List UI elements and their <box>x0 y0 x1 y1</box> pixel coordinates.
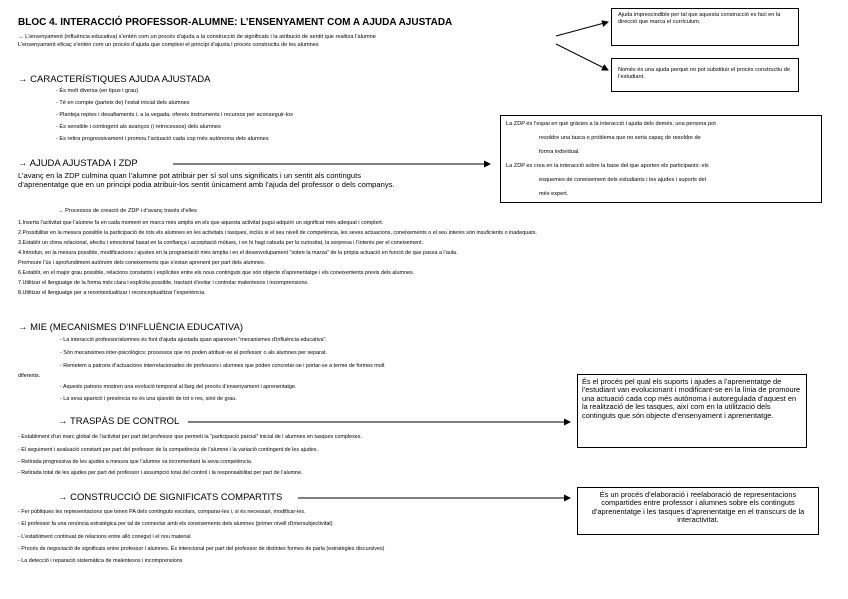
caracteristiques-item: - Planteja reptes i desafiaments i, a la vegada, ofereix instruments i recursos per aconseguir-los <box>56 112 293 118</box>
caracteristiques-item: - És sensible i contingent als avanços (i retrocessos) dels alumnes <box>56 124 221 130</box>
box-ajuda-imprescindible-text: Ajuda imprescindible per tal que aquesta construcció es faci en la direcció que marca el currículum. <box>618 12 781 26</box>
zdp-text-1: L’avanç en la ZDP culmina quan l’alumne pot atribuir per sí sol uns significats i un sentit als continguts <box>18 171 362 180</box>
zdp-box-line: La ZDP es crea en la interacció sobre la base del que aporten els participants: els <box>506 163 709 169</box>
processos-item: Promoure l’ús i aprofundiment autònom dels coneixements que s’estan aprenent per part dels alumnes. <box>18 260 266 266</box>
heading-processos: → Processos de creació de ZDP i d’avanç través d’elles <box>58 208 197 214</box>
processos-item: 3.Establir un clima relacional, afectiu i emocional basat en la confiança i acceptació mútues, i on hi hagi cabuda per la curiositat, la sorpresa i l’interès per el coneixement. <box>18 240 424 246</box>
zdp-box-line: forma individual. <box>539 149 580 155</box>
processos-item: 8.Utilitzar el llenguatge per a recontextualitzar i reconceptualitzar l’experiència. <box>18 290 206 296</box>
caracteristiques-item: - Té en compte (parteix de) l’estat inicial dels alumnes <box>56 100 190 106</box>
heading-traspas: → TRASPÀS DE CONTROL <box>58 416 180 427</box>
box-traspas-text: És el procés pel qual els suports i ajudes a l’aprenentatge de l’estudiant van evolucionant i modificant-se en la línia de promoure una actuació cada cop més autònoma i autoregulada d’aquest en la realització de les tasques, així com en la utilització dels continguts que són objecte d’ensenyament i aprenentatge. <box>582 377 801 420</box>
mie-item: - Remetem a patrons d’actuacions interrelacionades de professors i alumnes que poden concretar-se i portar-se a terme de formes molt <box>60 363 385 369</box>
zdp-text-2: d’aprenentatge que en un principi podia atribuir-los sentit únicament amb l’ajuda del professor o dels companys. <box>18 180 395 189</box>
heading-zdp: → AJUDA AJUSTADA I ZDP <box>18 158 138 169</box>
construccio-item: - L’establiment continuat de relacions entre allò conegut i el nou material <box>18 534 191 540</box>
zdp-box-line: resoldre una tasca o problema que no seria capaç de resoldre de <box>539 135 701 141</box>
intro-line-2: L’ensenyament eficaç s’entén com un procés d’ajuda que complexi el principi d’ajusta l procés constructiu de les alumnes <box>18 42 319 48</box>
processos-item: 6.Establir, en el major grau possible, relacions constants i explícites entre els nous continguts que són objecte d’aprenentatge i els coneixements previs dels alumnes. <box>18 270 415 276</box>
zdp-box-line: esquemes de coneixement dels estudiants i les ajudes i suports del <box>539 177 706 183</box>
mie-item: - Aquests patrons mostren una evolució temporal al llarg del procés d’ensenyament i aprenentatge. <box>60 384 297 390</box>
zdp-box-line: La ZDP és l’espai en què gràcies a la interacció i ajuda dels demés, una persona pot <box>506 121 716 127</box>
caracteristiques-item: - Es retira progressivament i promou l’actuació cada cop més autònoma dels alumnes <box>56 136 269 142</box>
construccio-item: - Procés de negociació de significats entre professor i alumnes. És intencional per part del professor de distintes formes de parla (estratègies discursives) <box>18 546 385 552</box>
processos-item: 4.Introduir, en la mesura possible, modificacions i ajustes en la programació més àmplia i en el desenvolupament "sobre la marxa" de la pròpia actuació en funció de que passa a l’aula. <box>18 250 458 256</box>
arrow-to-box-mid <box>556 44 608 70</box>
intro-line-1: → L’ensenyament (influència educativa) s’entén com un procés d’ajuda a la construcció de significats i la atribució de sentit que realitza l’alumne <box>18 34 376 40</box>
processos-item: 7.Utilitzar el llenguatge de la forma més clara i explícita possible, tractant d’evitar i controlar malentesos i incomprensions. <box>18 280 309 286</box>
construccio-item: - El professor fa una renúncia estratègica per tal de connectar amb els coneixements dels alumnes (primer nivell d’intersubjectivitat) <box>18 521 333 527</box>
arrow-to-box-top <box>556 22 608 36</box>
mie-item: - La seva aparició i presència no és una qüestió de tot o res, sinó de grau. <box>60 396 237 402</box>
box-nomes-ajuda-text: Només és una ajuda perquè no pot substituir el procés constructiu de l’estudiant. <box>618 67 790 81</box>
heading-caracteristiques: → CARACTERÍSTIQUES AJUDA AJUSTADA <box>18 74 211 85</box>
traspas-item: - El seguiment i avaluació constant per part del professor de la competència de l’alumne i la variació contingent de les ajudes. <box>18 447 318 453</box>
box-construccio-text: És un procés d’elaboració i reelaboració de representacions compartides entre professor i alumnes sobre els continguts d’aprenentatge i les tasques d’aprenentatge en el transcurs de la interactivitat. <box>591 490 805 525</box>
traspas-item: - Establiment d’un marc global de l’activitat per part del professor que permeti la “participació parcial” inicial de l alumnes en tasques complexes. <box>18 434 362 440</box>
construccio-item: - La detecció i reparació sistemàtica de malentesos i incomprensions <box>18 558 183 564</box>
page-title: BLOC 4. INTERACCIÓ PROFESSOR-ALUMNE: L’ENSENYAMENT COM A AJUDA AJUSTADA <box>18 17 453 28</box>
processos-item: 1.Inserta l’activitat que l’alumne fa en cada moment en marcs més amplis en els que aquesta activitat pugui adquirir un significat més adequat i complert. <box>18 220 384 226</box>
caracteristiques-item: - És molt diversa (en tipus i grau) <box>56 88 139 94</box>
heading-mie: → MIE (MECANISMES D’INFLUÈNCIA EDUCATIVA) <box>18 322 244 333</box>
processos-item: 2.Possibilitar en la mesura possible la participació de tots els alumnes en les activitats i tasques, inclús si el seu nivell de competència, les seves actuacions, coneixements o el seu interès són insuficients o inadequats. <box>18 230 537 236</box>
traspas-item: - Retirada progressiva de les ajudes a mesura que l’alumne va incrementant la seva competència. <box>18 459 253 465</box>
traspas-item: - Retirada total de les ajudes per part del professor i assumpció total del control i la responsabilitat per part de l’alumne. <box>18 470 303 476</box>
mie-item: diferents. <box>18 373 41 379</box>
zdp-box-line: més expert. <box>539 191 569 197</box>
heading-construccio: → CONSTRUCCIÓ DE SIGNIFICATS COMPARTITS <box>58 492 283 503</box>
mie-item: - Són mecanismes inter-psicològics: processos que no poden atribuir-se al professor o als alumnes per separat. <box>60 350 327 356</box>
mie-item: - La interacció professor/alumnes és font d’ajuda ajustada quan apareixen "mecanismes d’influència educativa". <box>60 337 327 343</box>
construccio-item: - Fer públiques les representacions que tenen PA dels continguts escolars, comparar-les i, si és necessari, modificar-les. <box>18 509 306 515</box>
